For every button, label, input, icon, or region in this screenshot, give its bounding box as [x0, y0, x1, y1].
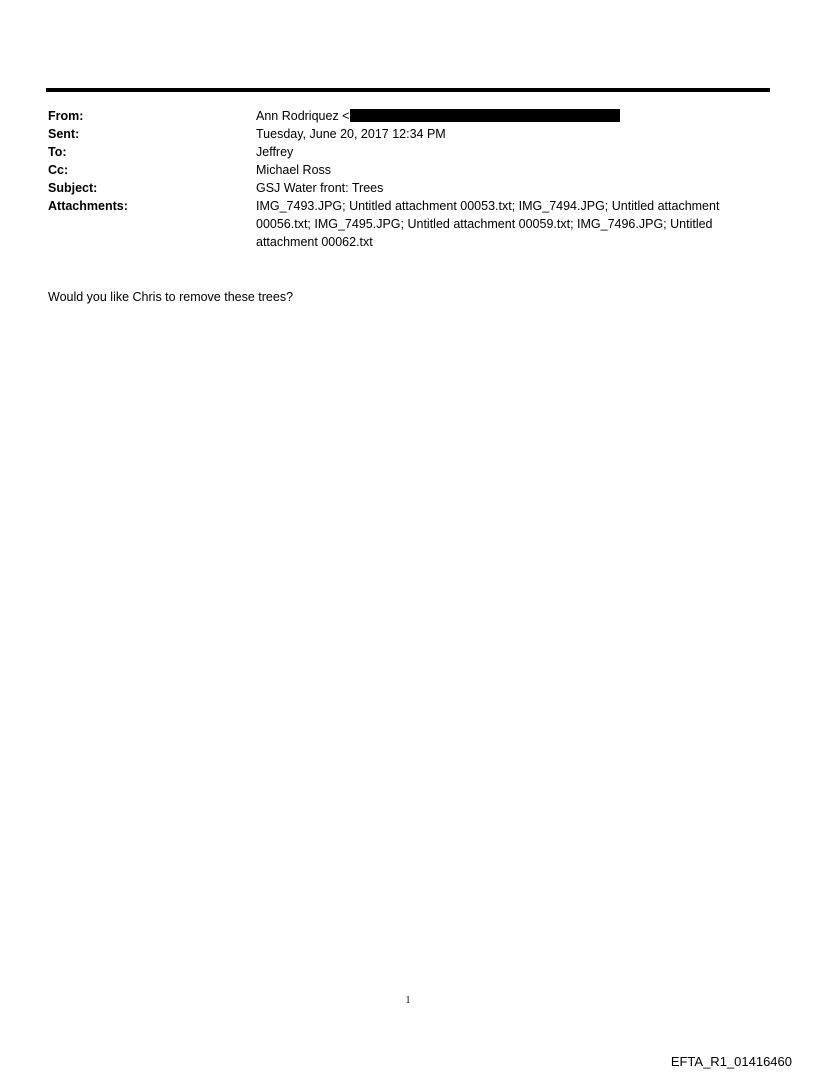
- cc-label: Cc:: [48, 163, 69, 177]
- redaction-block: [350, 109, 620, 122]
- from-label: From:: [48, 109, 84, 123]
- sent-label: Sent:: [48, 127, 80, 141]
- cc-row: [48, 161, 768, 179]
- attachments-value: IMG_7493.JPG; Untitled attachment 00053.txt; IMG_7494.JPG; Untitled attachment 00056.txt; IMG_7495.JPG; Untitled attachment 00059.txt; IMG_7496.JPG; Untitled attachment 00062.txt: [256, 199, 720, 249]
- attachments-row: [48, 197, 768, 251]
- subject-label: Subject:: [48, 181, 98, 195]
- email-body: Would you like Chris to remove these trees?: [48, 290, 294, 304]
- attachments-label: Attachments:: [48, 199, 128, 213]
- document-id: EFTA_R1_01416460: [670, 1054, 792, 1069]
- to-row: [48, 143, 768, 161]
- subject-value: GSJ Water front: Trees: [256, 181, 384, 195]
- to-value: Jeffrey: [256, 145, 294, 159]
- from-text: Ann Rodriquez <: [256, 109, 350, 123]
- cc-value: Michael Ross: [256, 163, 332, 177]
- sent-row: [48, 125, 768, 143]
- sent-value: Tuesday, June 20, 2017 12:34 PM: [256, 127, 446, 141]
- to-label: To:: [48, 145, 67, 159]
- email-header: [48, 107, 768, 251]
- page-number: 1: [405, 995, 411, 1006]
- header-divider: [46, 88, 770, 92]
- from-value: [256, 107, 768, 125]
- subject-row: [48, 179, 768, 197]
- from-row: [48, 107, 768, 125]
